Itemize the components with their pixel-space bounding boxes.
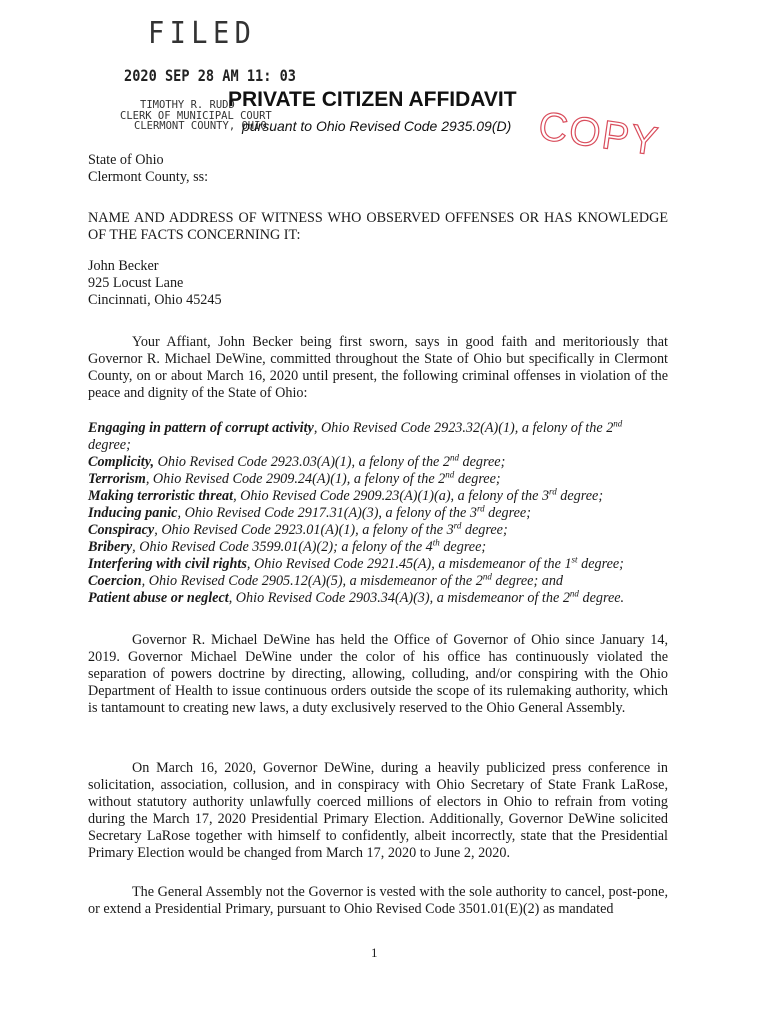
offense-name: Making terroristic threat xyxy=(88,488,234,504)
offense-item xyxy=(88,488,668,505)
witness-address xyxy=(88,258,668,309)
venue-county: Clermont County, ss: xyxy=(88,169,209,185)
offense-list xyxy=(88,420,668,607)
filed-stamp: FILED xyxy=(148,16,257,51)
offense-tail: degree; xyxy=(439,539,487,555)
offense-text: , Ohio Revised Code 2917.31(A)(3), a felony of the 3 xyxy=(177,505,477,521)
offense-text: , Ohio Revised Code 2909.24(A)(1), a felony of the 2 xyxy=(145,471,446,487)
offense-name: Engaging in pattern of corrupt activity xyxy=(88,420,314,436)
witness-street: 925 Locust Lane xyxy=(88,275,184,291)
clerk-name: TIMOTHY R. RUDD xyxy=(140,99,235,111)
paragraph-march-16: On March 16, 2020, Governor DeWine, during a heavily publicized press conference in solicitation, association, collusion, and in conspiracy with Ohio Secretary of State Frank LaRose, without statutory authority unlawfully coerced millions of electors in Ohio to refrain from voting during the March 17, 2020 Presidential Primary Election. Additionally, Governor DeWine solicited Secretary LaRose together with himself to confidently, albeit incorrectly, state that the Presidential Primary Election would be changed from March 17, 2020 to June 2, 2020. xyxy=(88,760,668,861)
paragraph-separation-of-powers: Governor R. Michael DeWine has held the Office of Governor of Ohio since January 14, 2019. Governor Michael DeWine under the color of his office has continuously violated the separation of powers doctrine by directing, allowing, colluding, and/or conspiring with the Ohio Department of Health to issue continuous orders outside the scope of its rulemaking authority, which is tantamount to creating new laws, a duty exclusively reserved to the Ohio General Assembly. xyxy=(88,632,668,716)
offense-item xyxy=(88,522,668,539)
offense-text: , Ohio Revised Code 3599.01(A)(2); a felony of the 4 xyxy=(132,539,433,555)
witness-city: Cincinnati, Ohio 45245 xyxy=(88,292,222,308)
offense-item xyxy=(88,556,668,573)
offense-item xyxy=(88,573,668,590)
offense-item xyxy=(88,590,668,607)
offense-tail: degree; xyxy=(458,454,506,470)
offense-tail: degree; xyxy=(577,556,624,572)
offense-name: Coercion xyxy=(88,573,142,589)
offense-text: , Ohio Revised Code 2921.45(A), a misdemeanor of the 1 xyxy=(246,556,572,572)
offense-sup: nd xyxy=(482,571,492,582)
intro-paragraph: Your Affiant, John Becker being first sworn, says in good faith and meritoriously that Governor R. Michael DeWine, committed throughout the State of Ohio but specifically in Clermont County, on or about March 16, 2020 until present, the following criminal offenses in violation of the peace and dignity of the State of Ohio: xyxy=(88,334,668,401)
offense-name: Complicity, xyxy=(88,454,155,470)
offense-text: , Ohio Revised Code 2903.34(A)(3), a misdemeanor of the 2 xyxy=(228,590,570,606)
offense-sup: nd xyxy=(569,588,579,599)
offense-sup: st xyxy=(571,554,578,565)
offense-item xyxy=(88,539,668,556)
clerk-court: CLERK OF MUNICIPAL COURT xyxy=(120,109,272,122)
offense-text: , Ohio Revised Code 2923.32(A)(1), a felony of the 2 xyxy=(313,420,614,436)
offense-sup: rd xyxy=(453,520,462,531)
offense-tail: degree; xyxy=(484,505,531,521)
offense-name: Inducing panic xyxy=(88,505,178,521)
offense-text: , Ohio Revised Code 2905.12(A)(5), a misdemeanor of the 2 xyxy=(141,573,483,589)
offense-sup: nd xyxy=(445,469,455,480)
offense-tail: degree; xyxy=(461,522,508,538)
offense-text: , Ohio Revised Code 2923.01(A)(1), a felony of the 3 xyxy=(154,522,454,538)
offense-item xyxy=(88,471,668,488)
offense-text: , Ohio Revised Code 2909.23(A)(1)(a), a felony of the 3 xyxy=(233,488,550,504)
venue xyxy=(88,152,668,186)
document-subtitle: pursuant to Ohio Revised Code 2935.09(D) xyxy=(242,118,512,134)
witness-heading: NAME AND ADDRESS OF WITNESS WHO OBSERVED OFFENSES OR HAS KNOWLEDGE OF THE FACTS CONCERNING IT: xyxy=(88,210,668,243)
offense-sup: th xyxy=(432,537,440,548)
clerk-county: CLERMONT COUNTY, OHIO xyxy=(134,120,267,132)
offense-sup: rd xyxy=(476,503,485,514)
page-number: 1 xyxy=(371,945,378,960)
offense-text: Ohio Revised Code 2923.03(A)(1), a felony of the 2 xyxy=(154,454,450,470)
offense-sup: nd xyxy=(449,452,459,463)
offense-sup: nd xyxy=(613,418,623,429)
paragraph-general-assembly: The General Assembly not the Governor is vested with the sole authority to cancel, post-pone, or extend a Presidential Primary, pursuant to Ohio Revised Code 3501.01(E)(2) as mandated xyxy=(88,884,668,917)
offense-item xyxy=(88,505,668,522)
offense-name: Conspiracy xyxy=(88,522,155,538)
offense-sup: rd xyxy=(549,486,557,497)
offense-tail: degree; xyxy=(556,488,604,504)
document-title: PRIVATE CITIZEN AFFIDAVIT xyxy=(228,88,517,111)
offense-tail: degree; and xyxy=(491,573,564,589)
copy-stamp: COPY xyxy=(535,104,663,165)
offense-item xyxy=(88,454,668,471)
offense-tail: degree; xyxy=(88,437,131,453)
offense-name: Interfering with civil rights xyxy=(88,556,247,572)
venue-state: State of Ohio xyxy=(88,152,164,168)
offense-name: Bribery xyxy=(88,539,133,555)
offense-name: Terrorism xyxy=(88,471,146,487)
offense-tail: degree; xyxy=(454,471,501,487)
filed-datetime-stamp: 2020 SEP 28 AM 11: 03 xyxy=(124,66,296,85)
offense-item xyxy=(88,420,668,454)
offense-name: Patient abuse or neglect xyxy=(88,590,229,606)
offense-tail: degree. xyxy=(578,590,625,606)
witness-name: John Becker xyxy=(88,258,159,274)
